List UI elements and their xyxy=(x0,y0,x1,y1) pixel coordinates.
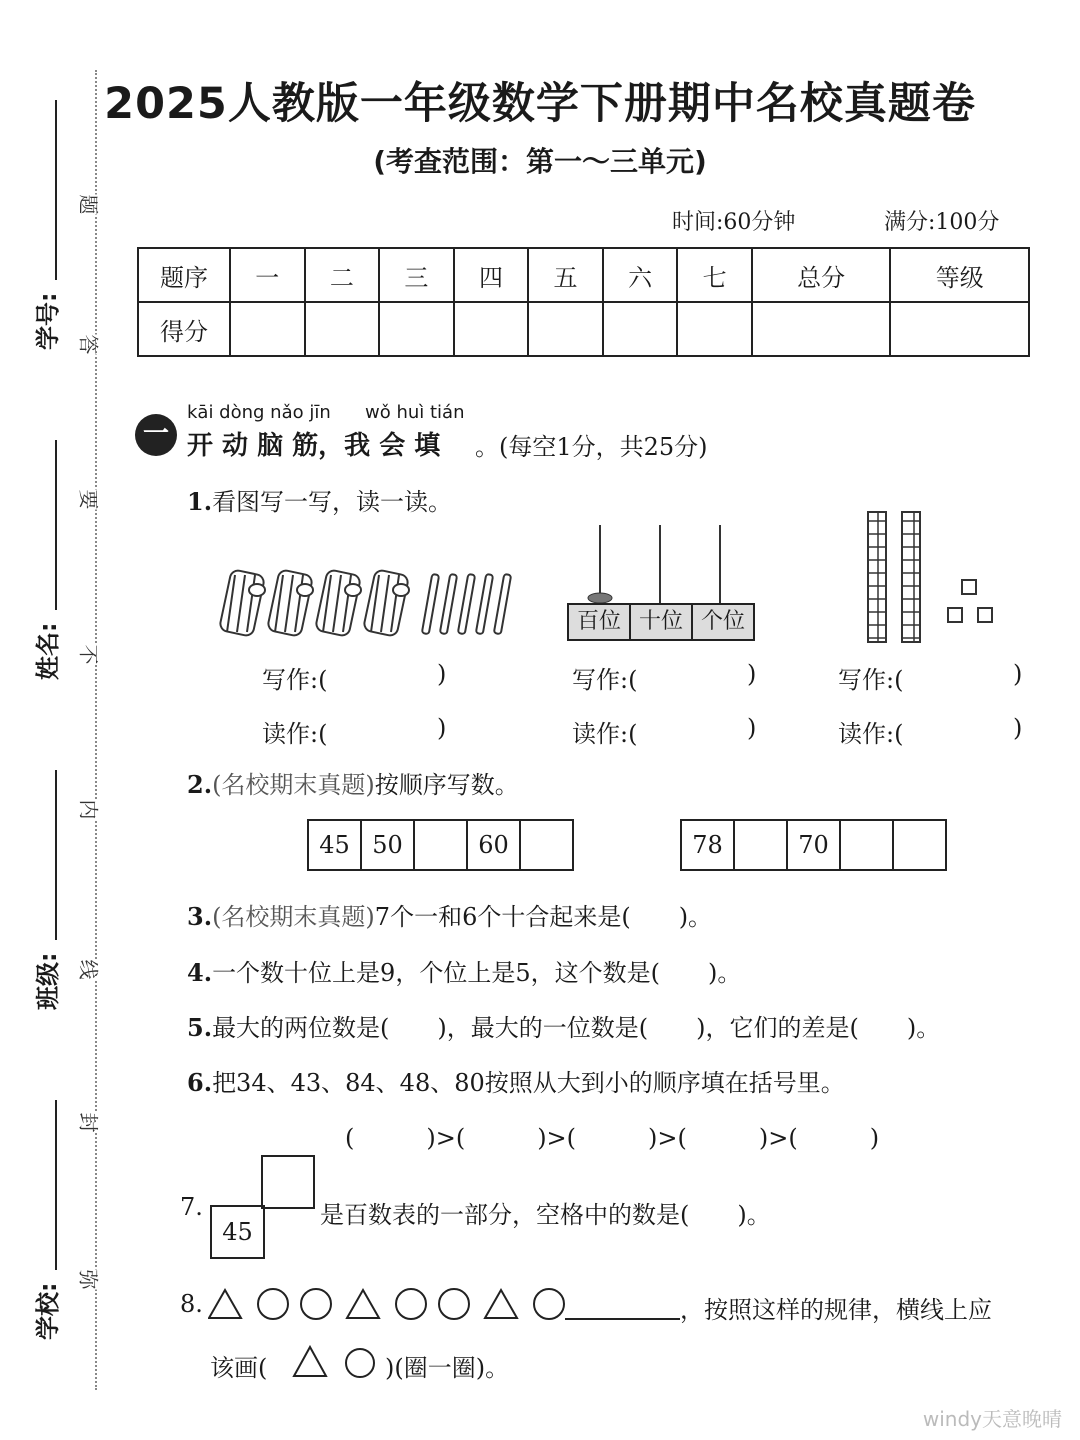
write-label-3: 写作:( xyxy=(838,666,904,694)
write-close-2: ) xyxy=(747,660,757,688)
stick-bundle-4 xyxy=(363,569,409,637)
seq-cell[interactable] xyxy=(735,821,788,869)
pinyin-1: kāi dòng nǎo jīn xyxy=(187,402,331,423)
sticks-illustration xyxy=(215,560,525,640)
q1-number: 1. xyxy=(187,487,213,516)
q5-number: 5. xyxy=(187,1013,213,1042)
score-cell[interactable] xyxy=(528,302,603,356)
score-cell[interactable] xyxy=(454,302,529,356)
write-close-1: ) xyxy=(437,660,447,688)
single-sticks xyxy=(422,574,511,634)
q3-tag: (名校期末真题) xyxy=(212,903,375,931)
seq-cell: 50 xyxy=(362,821,415,869)
choice-shapes[interactable] xyxy=(292,1344,382,1380)
page-title: 2025人教版一年级数学下册期中名校真题卷 xyxy=(104,79,976,129)
table-header-cell: 三 xyxy=(379,248,454,302)
answer-blank-line[interactable] xyxy=(565,1318,680,1320)
seq-cell[interactable] xyxy=(894,821,945,869)
score-cell[interactable] xyxy=(230,302,305,356)
unit-cube xyxy=(948,608,962,622)
seal-char: 不 xyxy=(76,645,105,665)
student-id-label: 学号: xyxy=(34,292,62,350)
seal-char: 线 xyxy=(76,960,105,980)
seq-cell: 60 xyxy=(468,821,521,869)
triangle-icon xyxy=(347,1290,379,1318)
class-label: 班级: xyxy=(34,952,62,1010)
write-close-3: ) xyxy=(1013,660,1023,688)
hundred-chart-cell: 45 xyxy=(210,1205,265,1259)
abacus-label-ones: 个位 xyxy=(700,609,745,634)
read-label-2: 读作:( xyxy=(572,720,638,748)
unit-cube xyxy=(978,608,992,622)
table-header-cell: 七 xyxy=(677,248,752,302)
triangle-icon xyxy=(294,1347,326,1376)
triangle-icon xyxy=(209,1290,241,1318)
table-header-cell: 二 xyxy=(305,248,380,302)
unit-cube xyxy=(962,580,976,594)
q6-text: 把34、43、84、48、80按照从大到小的顺序填在括号里。 xyxy=(212,1069,845,1097)
circle-icon xyxy=(534,1289,564,1319)
q1 xyxy=(187,482,452,517)
q8-text3: )(圈一圈)。 xyxy=(385,1354,510,1382)
page-subtitle: (考查范围：第一～三单元) xyxy=(373,145,707,178)
seq-cell: 70 xyxy=(788,821,841,869)
q6 xyxy=(187,1063,845,1098)
section-note: 。(每空1分，共25分) xyxy=(475,433,708,461)
triangle-icon xyxy=(485,1290,517,1318)
seq-cell[interactable] xyxy=(521,821,572,869)
read-close-2: ) xyxy=(747,714,757,742)
q6-number: 6. xyxy=(187,1068,213,1097)
score-table-row xyxy=(138,302,1029,356)
q2-tag: (名校期末真题) xyxy=(212,771,375,799)
q7-number: 7. xyxy=(180,1193,203,1221)
score-cell[interactable] xyxy=(603,302,678,356)
stick-bundle-1 xyxy=(219,569,265,637)
stick-bundle-3 xyxy=(315,569,361,637)
abacus-illustration xyxy=(560,520,760,610)
seal-char: 封 xyxy=(76,1113,105,1133)
table-header-cell: 等级 xyxy=(890,248,1029,302)
score-row-label: 得分 xyxy=(138,302,230,356)
read-label-1: 读作:( xyxy=(262,720,328,748)
score-cell[interactable] xyxy=(305,302,380,356)
circle-icon xyxy=(301,1289,331,1319)
table-header-cell: 一 xyxy=(230,248,305,302)
pinyin-2: wǒ huì tián xyxy=(365,402,465,423)
school-line[interactable] xyxy=(55,1100,57,1270)
seq-cell: 78 xyxy=(682,821,735,869)
q7-text: 是百数表的一部分，空格中的数是( )。 xyxy=(320,1201,771,1229)
write-label-2: 写作:( xyxy=(572,666,638,694)
table-header-cell: 题序 xyxy=(138,248,230,302)
name-line[interactable] xyxy=(55,440,57,610)
table-header-cell: 六 xyxy=(603,248,678,302)
circle-icon xyxy=(396,1289,426,1319)
abacus-bead xyxy=(588,593,612,603)
q4-text: 一个数十位上是9，个位上是5，这个数是( )。 xyxy=(212,959,742,987)
name-label: 姓名: xyxy=(34,622,62,680)
stick-bundle-2 xyxy=(267,569,313,637)
circle-icon xyxy=(346,1349,374,1377)
q8-text: ，按照这样的规律，横线上应 xyxy=(680,1296,992,1324)
score-table-header xyxy=(138,248,1029,302)
q3-number: 3. xyxy=(187,902,213,931)
q5-text: 最大的两位数是( )，最大的一位数是( )，它们的差是( )。 xyxy=(212,1014,941,1042)
circle-icon xyxy=(258,1289,288,1319)
pattern-shapes xyxy=(208,1284,568,1324)
table-header-cell: 四 xyxy=(454,248,529,302)
sequence-1 xyxy=(307,819,574,871)
read-label-3: 读作:( xyxy=(838,720,904,748)
seal-line xyxy=(95,70,97,1390)
class-line[interactable] xyxy=(55,770,57,940)
time-limit: 时间:60分钟 xyxy=(672,210,796,235)
seq-cell[interactable] xyxy=(415,821,468,869)
hundred-chart-blank-cell[interactable] xyxy=(261,1155,315,1209)
seal-char: 答 xyxy=(76,335,105,355)
seal-char: 内 xyxy=(76,800,105,820)
abacus-label-tens: 十位 xyxy=(631,605,693,639)
q5 xyxy=(187,1008,940,1043)
q4-number: 4. xyxy=(187,958,213,987)
q2 xyxy=(187,765,519,800)
q3 xyxy=(187,897,712,932)
section-heading: 开 动 脑 筋，我 会 填 xyxy=(187,431,441,461)
score-table xyxy=(137,247,1030,357)
abacus-label-hundreds: 百位 xyxy=(569,605,631,639)
section-badge: 一 xyxy=(135,414,177,456)
abacus-base xyxy=(567,603,755,641)
seq-cell: 45 xyxy=(309,821,362,869)
table-header-cell: 五 xyxy=(528,248,603,302)
q2-text: 按顺序写数。 xyxy=(374,771,519,799)
full-score: 满分:100分 xyxy=(884,210,1000,235)
q1-text: 看图写一写，读一读。 xyxy=(212,488,453,516)
score-cell[interactable] xyxy=(379,302,454,356)
seal-char: 弥 xyxy=(76,1270,105,1290)
seal-char: 题 xyxy=(76,195,105,215)
table-header-cell: 总分 xyxy=(752,248,890,302)
cubes-illustration xyxy=(860,508,1010,648)
q8-text2: 该画( xyxy=(210,1354,268,1382)
score-cell[interactable] xyxy=(677,302,752,356)
read-close-3: ) xyxy=(1013,714,1023,742)
read-close-1: ) xyxy=(437,714,447,742)
sequence-2 xyxy=(680,819,947,871)
circle-icon xyxy=(439,1289,469,1319)
q2-number: 2. xyxy=(187,770,213,799)
seal-char: 要 xyxy=(76,490,105,510)
binding-strip xyxy=(0,0,120,1440)
ten-rod xyxy=(868,512,886,642)
q8-number: 8. xyxy=(180,1290,203,1318)
score-cell[interactable] xyxy=(890,302,1029,356)
ten-rod xyxy=(902,512,920,642)
score-cell[interactable] xyxy=(752,302,890,356)
seq-cell[interactable] xyxy=(841,821,894,869)
q4 xyxy=(187,953,741,988)
write-label-1: 写作:( xyxy=(262,666,328,694)
school-label: 学校: xyxy=(34,1282,62,1340)
watermark: windy天意晚晴 xyxy=(922,1407,1062,1431)
q3-text: 7个一和6个十合起来是( )。 xyxy=(374,903,713,931)
q6-blanks[interactable]: ( )>( )>( )>( )>( ) xyxy=(345,1124,880,1152)
